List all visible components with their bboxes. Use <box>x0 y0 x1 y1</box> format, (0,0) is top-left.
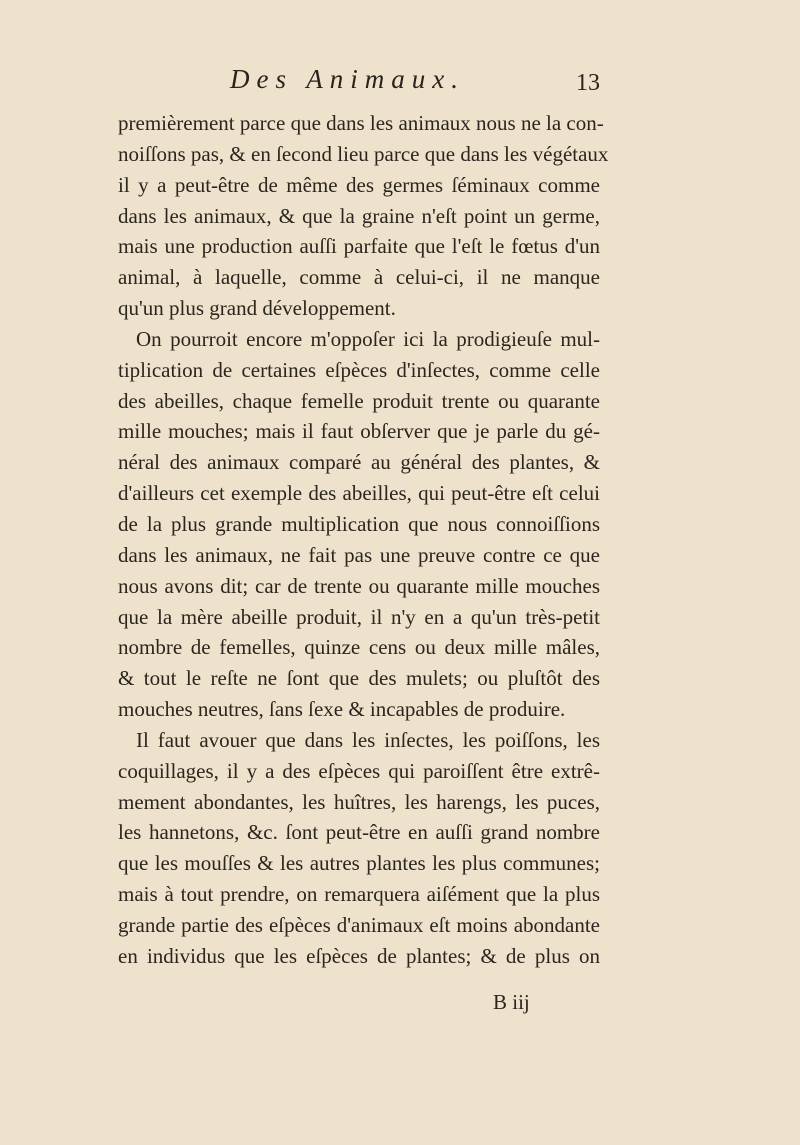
body-text <box>118 108 609 972</box>
paragraph-start-line: On pourroit encore m'oppoſer ici la prodigieuſe mul- <box>136 326 600 351</box>
running-title: Des Animaux. <box>230 64 465 94</box>
text-line: dans les animaux, & que la graine n'eſt point un germe, <box>118 203 600 228</box>
text-line: nous avons dit; car de trente ou quarante mille mouches <box>118 573 600 598</box>
text-line: qu'un plus grand développement. <box>118 296 396 321</box>
text-line: grande partie des eſpèces d'animaux eſt moins abondante <box>118 912 600 937</box>
text-line: nombre de femelles, quinze cens ou deux mille mâles, <box>118 635 600 660</box>
page-number: 13 <box>576 70 600 96</box>
signature-mark: B iij <box>493 990 530 1014</box>
text-line: d'ailleurs cet exemple des abeilles, qui peut-être eſt celui <box>118 481 600 506</box>
text-line: mement abondantes, les huîtres, les harengs, les puces, <box>118 789 600 814</box>
text-line: coquillages, il y a des eſpèces qui paroiſſent être extrê- <box>118 758 600 783</box>
text-line: dans les animaux, ne fait pas une preuve contre ce que <box>118 542 600 567</box>
text-line: de la plus grande multiplication que nous connoiſſions <box>118 511 600 536</box>
running-head <box>230 64 600 104</box>
text-line: tiplication de certaines eſpèces d'inſectes, comme celle <box>118 357 600 382</box>
paragraph-start-line: Il faut avouer que dans les inſectes, les poiſſons, les <box>136 727 600 752</box>
text-line: les hannetons, &c. ſont peut-être en auſſi grand nombre <box>118 820 600 845</box>
text-line: noiſſons pas, & en ſecond lieu parce que dans les végétaux <box>118 141 609 166</box>
text-line: que les mouſſes & les autres plantes les plus communes; <box>118 851 600 876</box>
text-line: que la mère abeille produit, il n'y en a qu'un très-petit <box>118 604 600 629</box>
text-line: mais à tout prendre, on remarquera aiſément que la plus <box>118 882 600 907</box>
text-line: il y a peut-être de même des germes ſéminaux comme <box>118 172 600 197</box>
text-line: mille mouches; mais il faut obſerver que je parle du gé- <box>118 419 600 444</box>
text-line: premièrement parce que dans les animaux nous ne la con- <box>118 111 604 135</box>
text-line: en individus que les eſpèces de plantes; & de plus on <box>118 943 600 968</box>
text-line: néral des animaux comparé au général des plantes, & <box>118 450 600 475</box>
text-line: mais une production auſſi parfaite que l'eſt le fœtus d'un <box>118 234 600 259</box>
text-line: & tout le reſte ne ſont que des mulets; ou pluſtôt des <box>118 666 600 691</box>
text-line: mouches neutres, ſans ſexe & incapables de produire. <box>118 697 566 722</box>
text-line: des abeilles, chaque femelle produit trente ou quarante <box>118 388 600 413</box>
text-line: animal, à laquelle, comme à celui-ci, il ne manque <box>118 265 600 290</box>
